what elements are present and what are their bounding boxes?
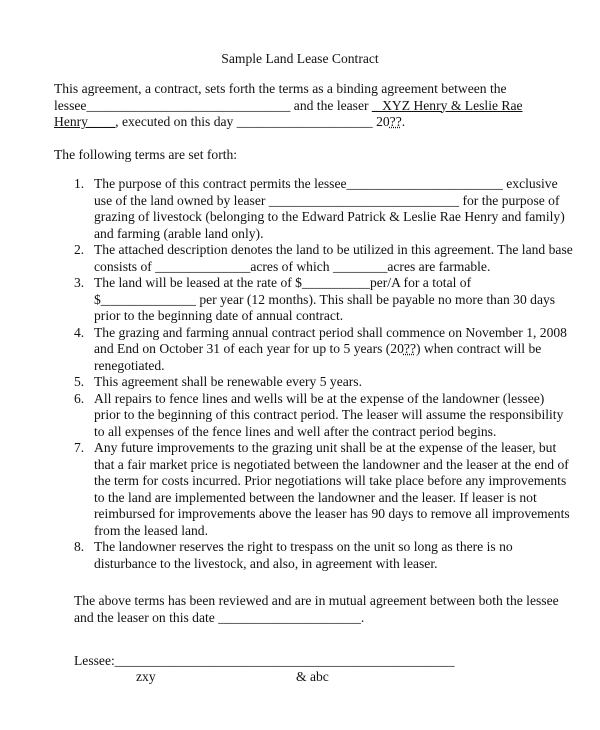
item-number: 4. bbox=[74, 324, 85, 340]
list-item bbox=[74, 325, 574, 375]
item-number: 2. bbox=[74, 242, 85, 257]
leaser-label: and the leaser bbox=[293, 97, 369, 113]
item-text bbox=[94, 325, 567, 373]
intro-line-1: This agreement, a contract, sets forth the terms as a binding agreement between the bbox=[54, 81, 507, 96]
document-title: Sample Land Lease Contract bbox=[221, 51, 379, 66]
item-number: 5. bbox=[74, 374, 85, 389]
item-text: The attached description denotes the land to be utilized in this agreement. The land base consists of ______________acres of which ________acres are farmable. bbox=[94, 242, 573, 274]
item-text: All repairs to fence lines and wells will be at the expense of the landowner (lessee) prior to the beginning of this contract period. The leaser will assume the responsibility to all expenses of the fence lines and well after the contract period begins. bbox=[94, 390, 564, 439]
item-text: The landowner reserves the right to trespass on the unit so long as there is no disturbance to the livestock, and also, in agreement with leaser. bbox=[94, 539, 513, 571]
list-item bbox=[74, 374, 574, 391]
lessee-blank: ______________________________ bbox=[86, 97, 291, 113]
lessee-signature-line: Lessee:__________________________________________________ bbox=[74, 653, 455, 668]
item-text-after: ) when contract will be renegotiated. bbox=[94, 341, 542, 373]
item-number: 8. bbox=[74, 539, 85, 554]
list-item bbox=[74, 176, 574, 242]
item-number: 1. bbox=[74, 176, 85, 191]
signer-name-1: zxy bbox=[136, 669, 156, 684]
item-text: This agreement shall be renewable every 5 years. bbox=[94, 374, 362, 389]
signer-name-2: & abc bbox=[296, 669, 329, 684]
list-item bbox=[74, 391, 574, 441]
executed-text: , executed on this day bbox=[115, 114, 234, 129]
item-number: 7. bbox=[74, 440, 85, 455]
item-number: 6. bbox=[74, 390, 85, 406]
intro-paragraph bbox=[54, 81, 564, 131]
item-number: 3. bbox=[74, 275, 85, 290]
item-text: Any future improvements to the grazing unit shall be at the expense of the leaser, but that a fair market price is negotiated between the landowner and the leaser at the end of the term for costs incurred. Prior negotiations will take place before any improvements to the land are implemented between the landowner and the leaser. If leaser is not reimbursed for improvements above the leaser has 90 days to remove all improvements from the leased land. bbox=[94, 440, 570, 538]
list-item bbox=[74, 539, 574, 572]
year-prefix: 20 bbox=[376, 114, 390, 129]
terms-list bbox=[74, 176, 574, 572]
date-blank: ____________________ bbox=[236, 114, 373, 129]
year-mark: ?? bbox=[403, 341, 416, 356]
lessee-label: lessee bbox=[54, 97, 87, 113]
intro-end: . bbox=[401, 114, 406, 129]
item-text: The land will be leased at the rate of $__________per/A for a total of $______________ per year (12 months). This shall be payable no more than 30 days prior to the beginning date of annual contract. bbox=[94, 275, 556, 323]
signer-names bbox=[0, 669, 600, 686]
list-item bbox=[74, 440, 574, 539]
terms-heading: The following terms are set forth: bbox=[54, 147, 238, 162]
item-text-before: The grazing and farming annual contract period shall commence on November 1, 2008 and End on October 31 of each year for up to 5 years (20 bbox=[94, 324, 567, 356]
item-text: The purpose of this contract permits the lessee_______________________ exclusive use of the land owned by leaser ____________________________ for the purpose of grazing of livestock (belonging to the Edward Patrick & Leslie Rae Henry and family) and farming (arable land only). bbox=[94, 176, 565, 241]
leaser-name: _ XYZ Henry & Leslie Rae Henry____ bbox=[54, 97, 523, 129]
list-item bbox=[74, 275, 574, 325]
closing-paragraph: The above terms has been reviewed and are in mutual agreement between both the lessee and the leaser on this date _____________________. bbox=[74, 593, 559, 625]
list-item bbox=[74, 242, 574, 275]
year-mark: ?? bbox=[389, 114, 402, 129]
